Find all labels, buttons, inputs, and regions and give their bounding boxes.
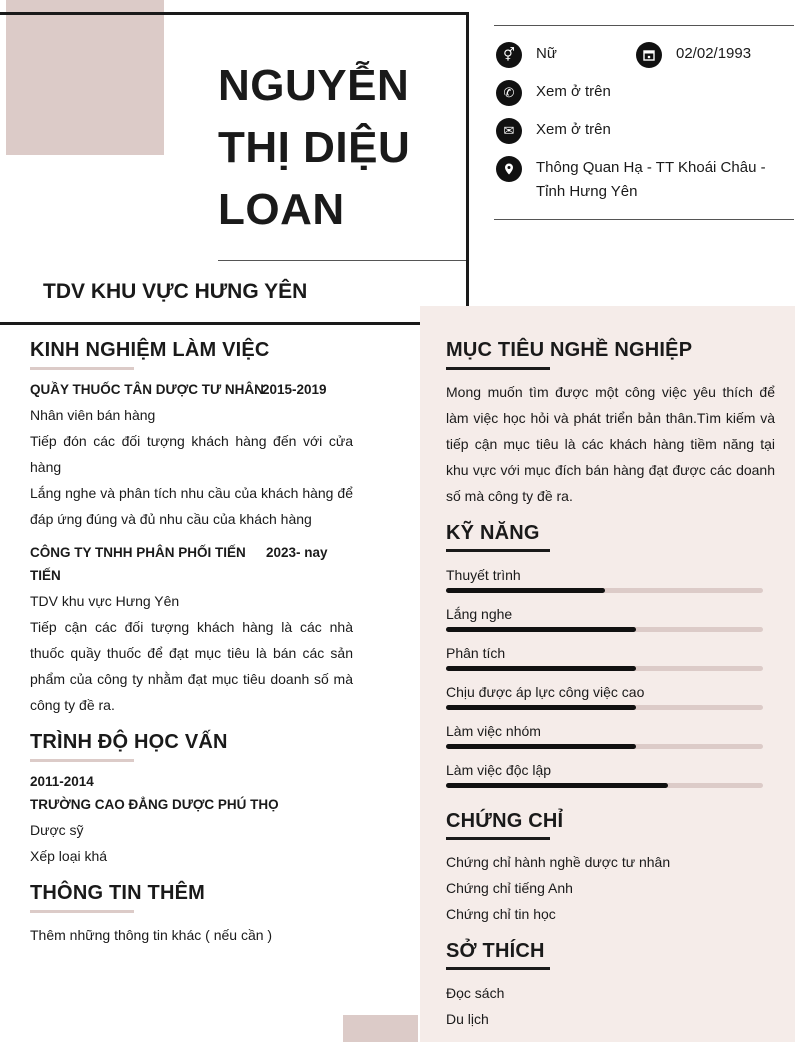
skills-heading: KỸ NĂNG [446,522,540,544]
calendar-icon [636,42,662,68]
divider [218,260,466,261]
skill-bar [446,627,763,632]
skill-bar-fill [446,588,605,593]
job-description: Tiếp đón các đối tượng khách hàng đến với cửa hàng [30,433,353,475]
extra-info-text: Thêm những thông tin khác ( nếu cần ) [30,927,273,943]
heading-underline [446,367,550,370]
skill-label: Làm việc nhóm [446,723,541,739]
heading-underline [446,837,550,840]
skill-label: Lắng nghe [446,606,513,622]
gender-icon: ⚥ [496,42,522,68]
education-heading: TRÌNH ĐỘ HỌC VẤN [30,731,228,753]
skill-bar [446,744,763,749]
skill-bar-fill [446,744,636,749]
contact-birthday: 02/02/1993 [636,42,751,68]
education-school: TRƯỜNG CAO ĐẲNG DƯỢC PHÚ THỌ [30,797,279,812]
certificate-item: Chứng chỉ hành nghề dược tư nhân [446,854,671,870]
heading-underline [446,967,550,970]
divider [494,25,794,26]
heading-underline [446,549,550,552]
contact-email: ✉ Xem ở trên [496,118,611,144]
education-grade: Xếp loại khá [30,848,108,864]
hobby-item: Du lịch [446,1011,489,1027]
education-period: 2011-2014 [30,774,94,789]
skill-bar-fill [446,705,636,710]
candidate-name: NGUYỄN THỊ DIỆU LOAN [218,61,411,234]
skill-label: Thuyết trình [446,567,521,583]
location-icon [496,156,522,182]
job-period: 2023- nay [266,545,328,560]
job-company: CÔNG TY TNHH PHÂN PHỐI TIẾN [30,545,246,560]
certificates-heading: CHỨNG CHỈ [446,810,564,832]
skill-bar-fill [446,783,668,788]
extra-info-heading: THÔNG TIN THÊM [30,882,206,904]
skill-bar [446,705,763,710]
skill-bar [446,783,763,788]
education-major: Dược sỹ [30,822,84,838]
job-role: TDV khu vực Hưng Yên [30,593,180,609]
experience-heading: KINH NGHIỆM LÀM VIỆC [30,339,270,361]
heading-underline [30,367,134,370]
phone-icon: ✆ [496,80,522,106]
job-company: QUẦY THUỐC TÂN DƯỢC TƯ NHÂN [30,382,264,397]
objective-text: Mong muốn tìm được một công việc yêu thích để làm việc học hỏi và phát triển bản thân.Tìm kiếm và tiếp cận mục tiêu là các khách hàng tiềm năng tại khu vực với mục đích bán hàng đạt được các doanh số mà công ty đề ra. [446,384,775,504]
mail-icon: ✉ [496,118,522,144]
skill-bar-fill [446,666,636,671]
heading-underline [30,910,134,913]
certificate-item: Chứng chỉ tin học [446,906,556,922]
job-company: TIẾN [30,568,61,583]
divider [494,219,794,220]
hobbies-heading: SỞ THÍCH [446,940,545,962]
contact-address: Thông Quan Hạ - TT Khoái Châu - Tỉnh Hưng Yên [496,156,766,204]
skill-label: Chịu được áp lực công việc cao [446,684,645,700]
skill-bar [446,666,763,671]
job-title: TDV KHU VỰC HƯNG YÊN [43,280,308,303]
job-role: Nhân viên bán hàng [30,407,156,423]
contact-gender: ⚥ Nữ [496,42,557,68]
objective-heading: MỤC TIÊU NGHỀ NGHIỆP [446,339,693,361]
skill-bar-fill [446,627,636,632]
hobby-item: Đọc sách [446,985,505,1001]
job-period: 2015-2019 [262,382,327,397]
job-description: Tiếp cận các đối tượng khách hàng là các nhà thuốc quầy thuốc để đạt mục tiêu là bán các sản phẩm của công ty nhằm đạt mục tiêu doanh số mà công ty đề ra. [30,619,353,713]
heading-underline [30,759,134,762]
skill-label: Phân tích [446,645,506,661]
skill-bar [446,588,763,593]
contact-phone: ✆ Xem ở trên [496,80,611,106]
job-description: Lắng nghe và phân tích nhu cầu của khách hàng để đáp ứng đúng và đủ nhu cầu của khách hàng [30,485,353,527]
decorative-block [343,1015,418,1042]
certificate-item: Chứng chỉ tiếng Anh [446,880,573,896]
skill-label: Làm việc độc lập [446,762,552,778]
